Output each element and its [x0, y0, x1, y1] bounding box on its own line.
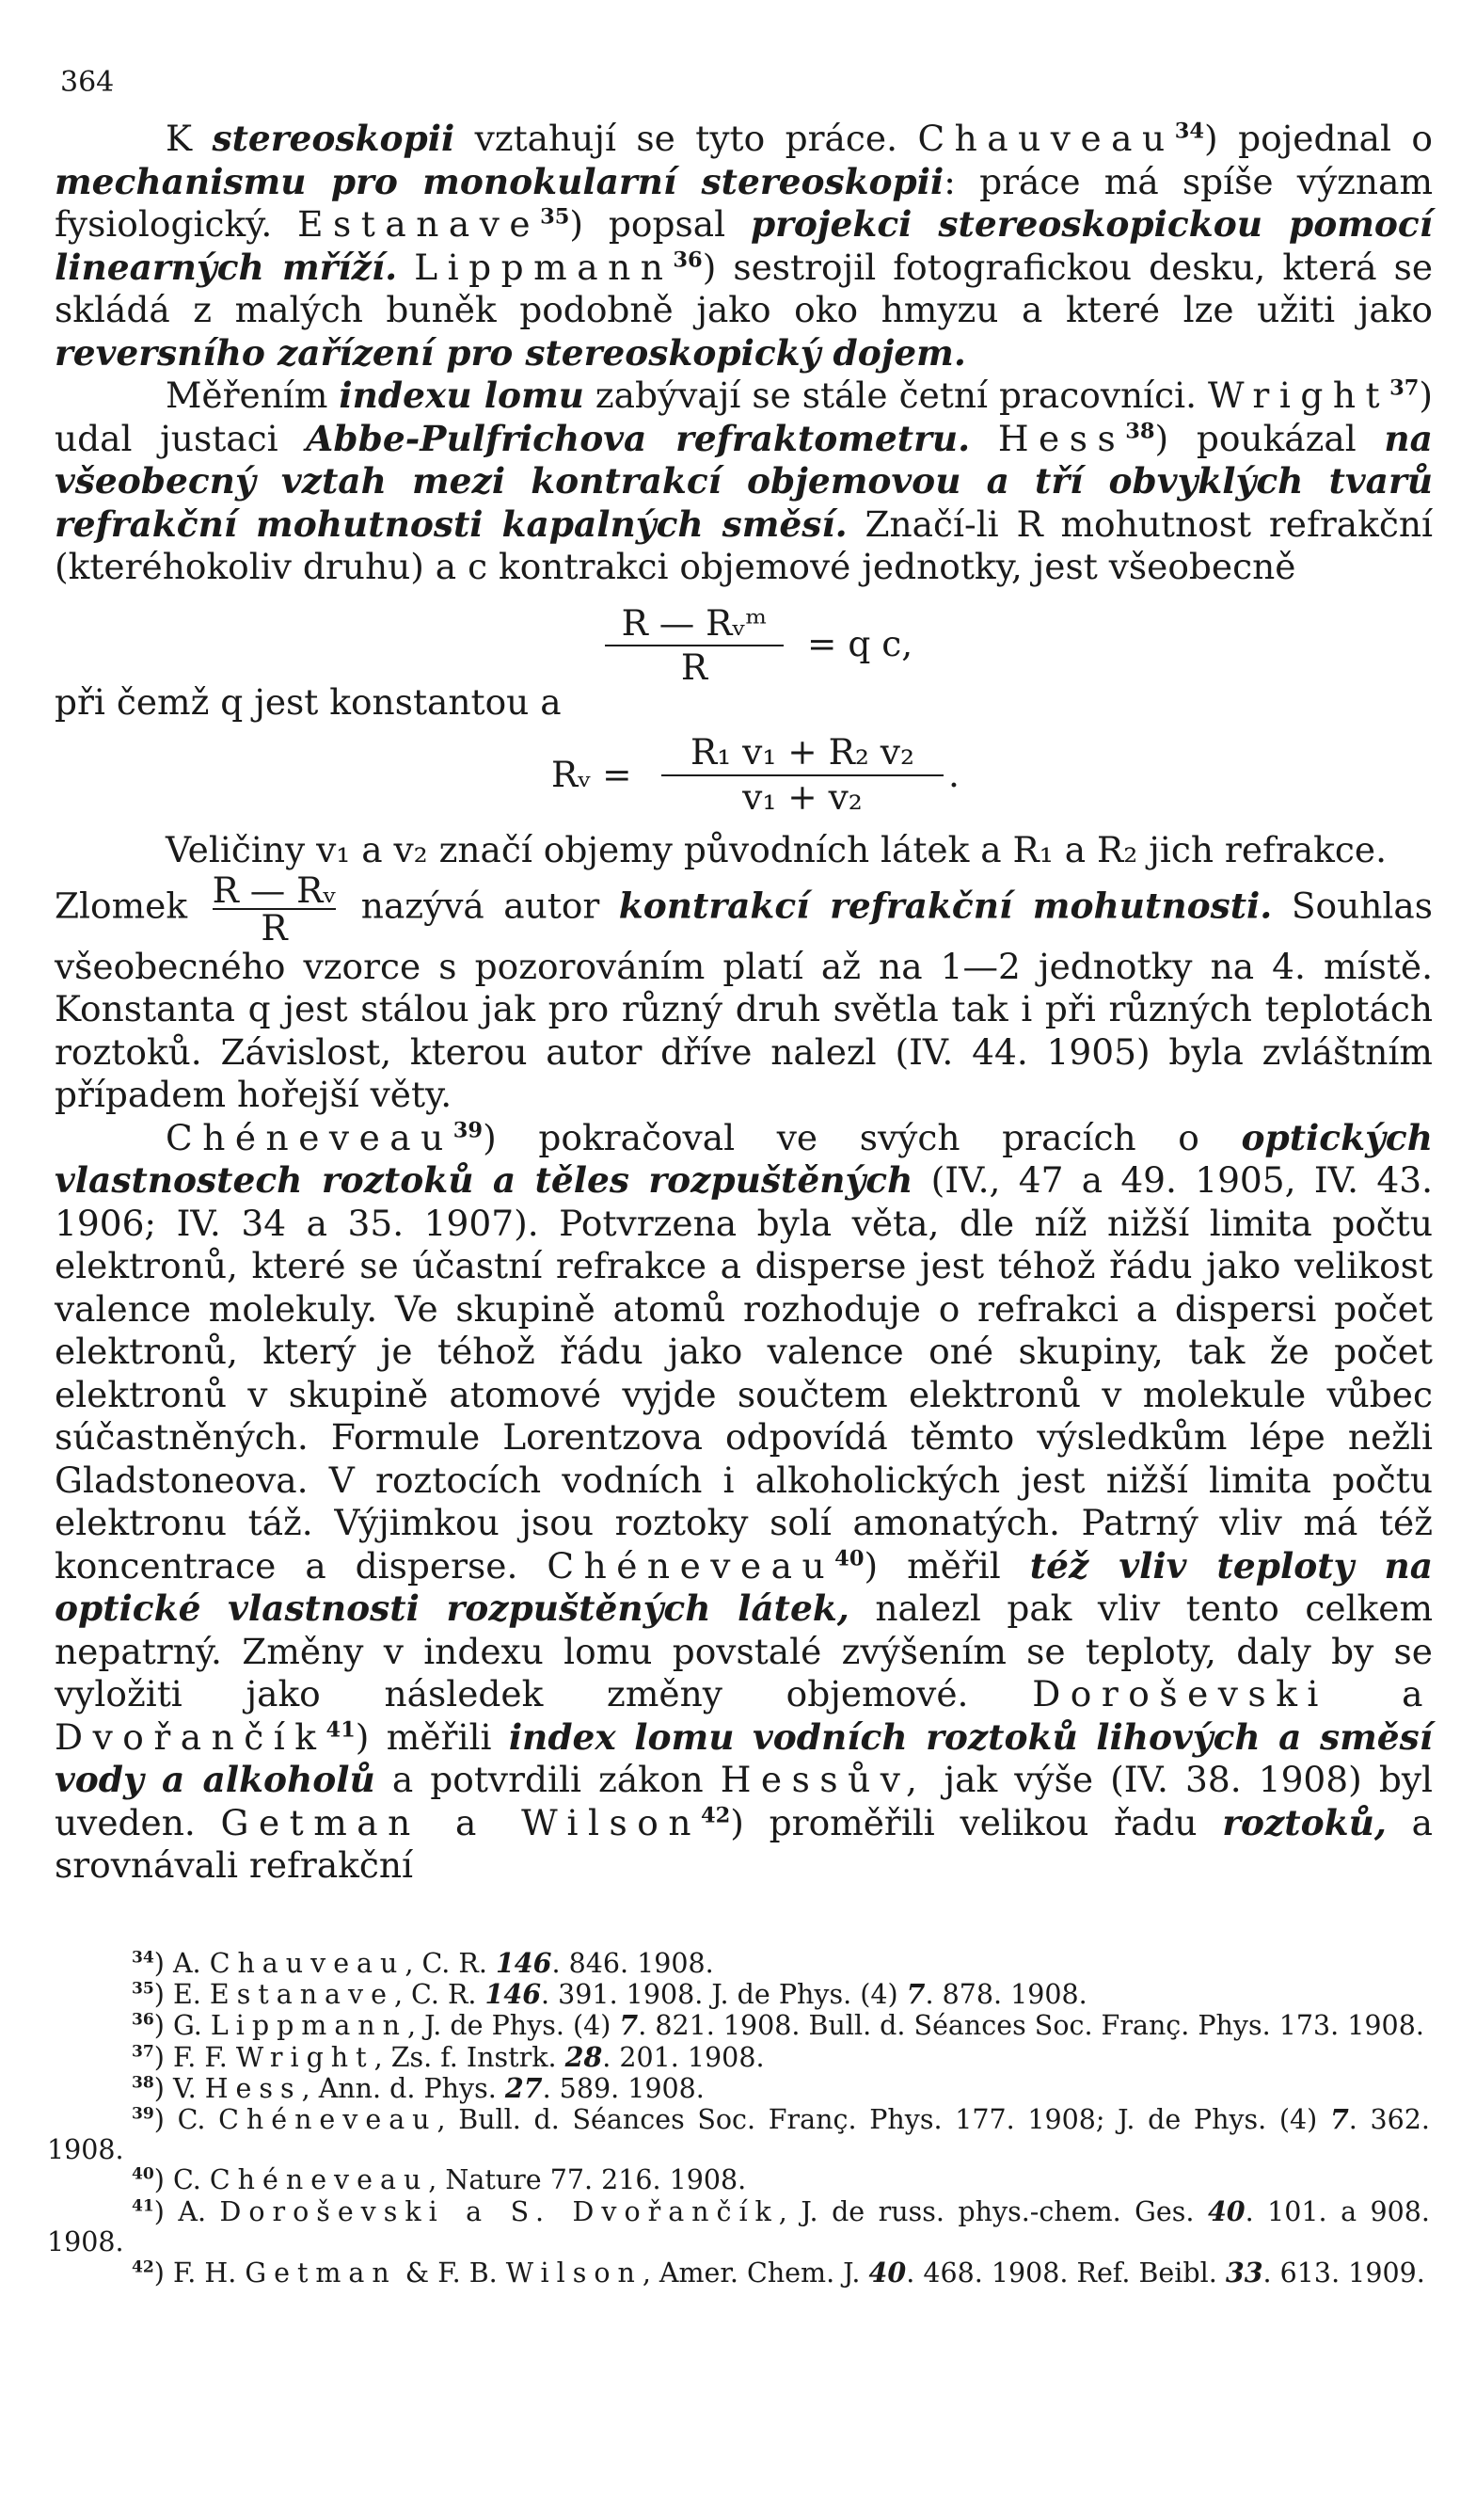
text: (IV., 47 a 49. 1905, IV. 43. 1906; IV. 34 a 35. 1907). Potvrzena byla věta, dle níž nižší limita počtu elektronů, které se účastní refrakce a disperse jest téhož řádu jako velikost valence molekuly. Ve skupině atomů rozhoduje o refrakci a dispersi počet elektronů, který je téhož řádu jako valence oné skupiny, tak že počet elektronů v skupině atomové vyjde součtem elektronů v molekule vůbec súčastněných. Formule Lorentzova odpovídá těmto výsledkům lépe nežli Gladstoneova. V roztocích vodních i alkoholických jest nižší limita počtu elektronu táž. Výjimkou jsou roztoky solí amonatých. Patrný vliv má též koncentrace a disperse.	[55, 1159, 1433, 1587]
equation-connector: při čemž q jest konstantou a	[55, 680, 562, 723]
text: Měřením	[166, 375, 340, 416]
volume: 77	[549, 2164, 584, 2196]
author-name: Wilson	[505, 2257, 643, 2289]
text: , Amer. Chem. J.	[642, 2257, 869, 2289]
paragraph-refraction-index	[55, 375, 1433, 589]
footnote-40	[47, 2165, 1430, 2195]
text: . 613. 1909.	[1262, 2257, 1425, 2289]
text: ) pokračoval ve svých pracích o	[483, 1116, 1242, 1158]
footnote-number: 42	[132, 2257, 154, 2277]
text: zabývají se stále četní pracovníci.	[583, 375, 1209, 416]
author-name: Chéneveau	[547, 1544, 835, 1587]
text: , Ann. d. Phys.	[301, 2072, 505, 2104]
footnote-42	[47, 2257, 1430, 2289]
author-name: Chéneveau	[166, 1116, 453, 1158]
volume: 146	[495, 1947, 552, 1979]
text: ) A.	[153, 2195, 220, 2227]
author-name: Wright	[235, 2041, 374, 2073]
volume: 28	[564, 2040, 603, 2073]
italic-term: mechanismu pro monokularní stereoskopii	[55, 160, 944, 202]
text: ) C.	[153, 2104, 219, 2136]
text: ) E.	[153, 1979, 210, 2011]
inline-fraction-denominator: R	[213, 908, 337, 946]
footnote-number: 36	[132, 2010, 154, 2030]
text: . 1908; J. de Phys. (4)	[1006, 2104, 1330, 2136]
text: ) udal justaci	[55, 375, 1434, 459]
author-name: Wright	[1208, 375, 1390, 416]
footnote-ref: 34	[1174, 119, 1204, 144]
author-name: Doroševski a Dvořančík	[55, 1673, 1433, 1758]
text: , C. R.	[393, 1979, 485, 2011]
text: . 468. 1908. Ref. Beibl.	[906, 2257, 1226, 2289]
text: ) poukázal	[1154, 417, 1385, 459]
text: , J. de russ. phys.-chem. Ges.	[778, 2195, 1208, 2227]
text: & F. B.	[396, 2257, 506, 2289]
text: ) F. F.	[153, 2041, 236, 2073]
equation-2-numerator: R₁ v₁ + R₂ v₂	[690, 731, 915, 773]
footnote-36	[47, 2010, 1430, 2041]
italic-term: indexu lomu	[339, 375, 584, 416]
footnote-number: 39	[132, 2104, 154, 2124]
italic-term: Abbe-Pulfrichova refraktometru.	[306, 417, 971, 459]
inline-fraction	[212, 869, 337, 949]
footnote-ref: 37	[1389, 375, 1420, 401]
text: Značí-li R mohutnost refrakční (kteréhokoliv druhu) a c kontrakci objemové jednotky, jest všeobecně	[55, 502, 1433, 587]
footnote-41	[47, 2196, 1430, 2257]
footnote-35	[47, 1979, 1430, 2010]
paragraph-contraction	[55, 869, 1433, 1117]
text: Souhlas všeobecného vzorce s pozorováním platí až na 1—2 jednotky na 4. místě. Konstanta q jest stálou jak pro různý druh světla tak i při různých teplotách roztoků. Závislost, kterou autor dříve nalezl (IV. 44. 1905) byla zvláštním případem hořejší věty.	[55, 885, 1433, 1115]
text: ) proměřili velikou řadu	[730, 1801, 1223, 1843]
text: , Bull. d. Séances Soc. Franç. Phys.	[436, 2104, 956, 2136]
author-name: Doroševski a S. Dvořančík	[219, 2195, 779, 2227]
volume: 7	[1329, 2103, 1349, 2136]
volume: 40	[1207, 2194, 1246, 2227]
author-name: Hess	[997, 417, 1126, 459]
italic-term: roztoků,	[1222, 1801, 1387, 1843]
volume: 173	[1278, 2010, 1331, 2042]
text: , Nature	[428, 2164, 550, 2196]
text: . 362. 1908.	[47, 2104, 1430, 2166]
equation-1-numerator: R — Rᵥᵐ	[621, 601, 768, 644]
footnote-number: 37	[132, 2042, 154, 2062]
footnote-ref: 35	[540, 204, 570, 230]
text: ) C.	[153, 2164, 210, 2196]
text: a potvrdili zákon	[374, 1759, 721, 1800]
text: ) popsal	[569, 203, 751, 245]
italic-term: též vliv teploty na optické vlastnosti rozpuštěných látek,	[55, 1544, 1434, 1629]
equation-1-denominator: R	[605, 645, 784, 690]
italic-term: optických vlastnostech roztoků a těles rozpuštěných	[55, 1116, 1433, 1201]
footnote-number: 41	[132, 2196, 154, 2216]
text: ) měřil	[864, 1544, 1030, 1587]
footnote-ref: 40	[834, 1546, 865, 1571]
text: ) F. H.	[153, 2257, 246, 2289]
equation-2-fraction	[661, 731, 944, 819]
inline-fraction-numerator: R — Rᵥ	[212, 869, 337, 911]
footnote-number: 38	[132, 2073, 154, 2093]
equation-2-denominator: v₁ + v₂	[661, 774, 944, 820]
author-name: Chauveau	[209, 1948, 405, 1979]
author-name: Getman	[245, 2257, 397, 2289]
italic-term: index lomu vodních roztoků lihových a směsí vody a alkoholů	[55, 1715, 1433, 1800]
volume: 177	[955, 2104, 1007, 2136]
equation-2	[55, 724, 1433, 829]
text	[397, 247, 414, 288]
italic-term: kontrakcí refrakční mohutnosti.	[618, 885, 1273, 926]
author-name: Chéneveau	[218, 2104, 437, 2136]
volume: 7	[619, 2009, 639, 2042]
page-number: 364	[60, 66, 115, 99]
text: . 216. 1908.	[583, 2164, 747, 2196]
text: , J. de Phys. (4)	[406, 2010, 620, 2042]
footnotes	[47, 1948, 1430, 2289]
author-name: Lippmann	[414, 246, 674, 288]
text: . 101. a 908. 1908.	[47, 2195, 1430, 2257]
footnote-ref: 36	[673, 247, 703, 272]
text: K	[166, 118, 213, 159]
italic-term: projekci stereoskopickou pomocí linearných mříží.	[55, 203, 1433, 288]
text	[970, 418, 998, 459]
equation-1-fraction	[605, 602, 784, 690]
text: nalezl pak vliv tento celkem nepatrný. Změny v indexu lomu povstalé zvýšením se teploty, daly by se vyložiti jako následek změny objemové.	[55, 1587, 1433, 1715]
text: ) G.	[153, 2010, 211, 2042]
italic-term: stereoskopii	[212, 118, 455, 159]
text: Zlomek	[55, 885, 207, 926]
text: : práce má spíše význam fysiologický.	[55, 160, 1434, 245]
paragraph-cheneveau	[55, 1117, 1433, 1888]
footnote-34	[47, 1948, 1430, 1979]
footnote-number: 40	[132, 2164, 154, 2184]
volume: 33	[1225, 2257, 1263, 2289]
volume: 40	[868, 2257, 907, 2289]
italic-term: na všeobecný vztah mezi kontrakcí objemovou a tří obvyklých tvarů refrakční mohutnosti kapalných směsí.	[55, 417, 1433, 545]
author-name: Estanave	[209, 1979, 394, 2011]
text: ) V.	[153, 2072, 205, 2104]
text: , C. R.	[405, 1948, 496, 1979]
text: ) měřili	[355, 1715, 509, 1758]
author-name: Getman a Wilson	[220, 1801, 701, 1843]
italic-term: reversního zařízení pro stereoskopický dojem.	[55, 331, 966, 374]
footnote-number: 34	[132, 1948, 154, 1968]
author-name: Chauveau	[917, 118, 1175, 159]
author-name: Hessův,	[720, 1759, 928, 1800]
paragraph-volumes: Veličiny v₁ a v₂ značí objemy původních látek a R₁ a R₂ jich refrakce.	[166, 829, 1388, 870]
text: . 1908.	[1330, 2010, 1424, 2042]
text: . 821. 1908. Bull. d. Séances Soc. Franç. Phys.	[638, 2010, 1279, 2042]
text: . 846. 1908.	[551, 1948, 714, 1979]
volume: 146	[484, 1978, 542, 2011]
equation-2-lhs: Rᵥ =	[551, 754, 632, 795]
text: . 391. 1908. J. de Phys. (4)	[541, 1979, 907, 2011]
text: a srovnávali refrakční	[55, 1801, 1434, 1886]
text: ) sestrojil fotografickou desku, která se skládá z malých buněk podobně jako oko hmyzu a které lze užiti jako	[55, 246, 1434, 330]
footnote-ref: 39	[452, 1118, 484, 1142]
text: vztahují se tyto práce.	[454, 118, 918, 159]
volume: 7	[906, 1978, 926, 2011]
author-name: Lippmann	[210, 2010, 407, 2042]
author-name: Chéneveau	[209, 2164, 429, 2196]
text: , Zs. f. Instrk.	[373, 2041, 565, 2073]
equation-1	[55, 589, 1433, 688]
footnote-ref: 42	[700, 1803, 731, 1827]
paragraph-stereoscopy	[55, 118, 1433, 375]
footnote-ref: 41	[325, 1717, 356, 1742]
volume: 27	[504, 2071, 543, 2104]
equation-2-end: .	[948, 754, 960, 795]
author-name: Hess	[204, 2072, 302, 2104]
footnote-number: 35	[132, 1979, 154, 1999]
text: ) A.	[153, 1948, 210, 1979]
text: nazývá autor	[341, 885, 619, 926]
text: jak výše (IV. 38. 1908) byl uveden.	[55, 1759, 1434, 1843]
footnote-39	[47, 2104, 1430, 2165]
equation-1-rhs: = q c,	[807, 622, 913, 664]
footnote-38	[47, 2073, 1430, 2104]
text: . 201. 1908.	[602, 2041, 765, 2073]
footnote-ref: 38	[1125, 419, 1155, 443]
author-name: Estanave	[297, 203, 541, 245]
footnote-37	[47, 2042, 1430, 2073]
text: . 878. 1908.	[925, 1979, 1087, 2011]
text: ) pojednal o	[1204, 118, 1433, 159]
main-text	[55, 118, 1433, 1888]
text: . 589. 1908.	[542, 2072, 705, 2104]
